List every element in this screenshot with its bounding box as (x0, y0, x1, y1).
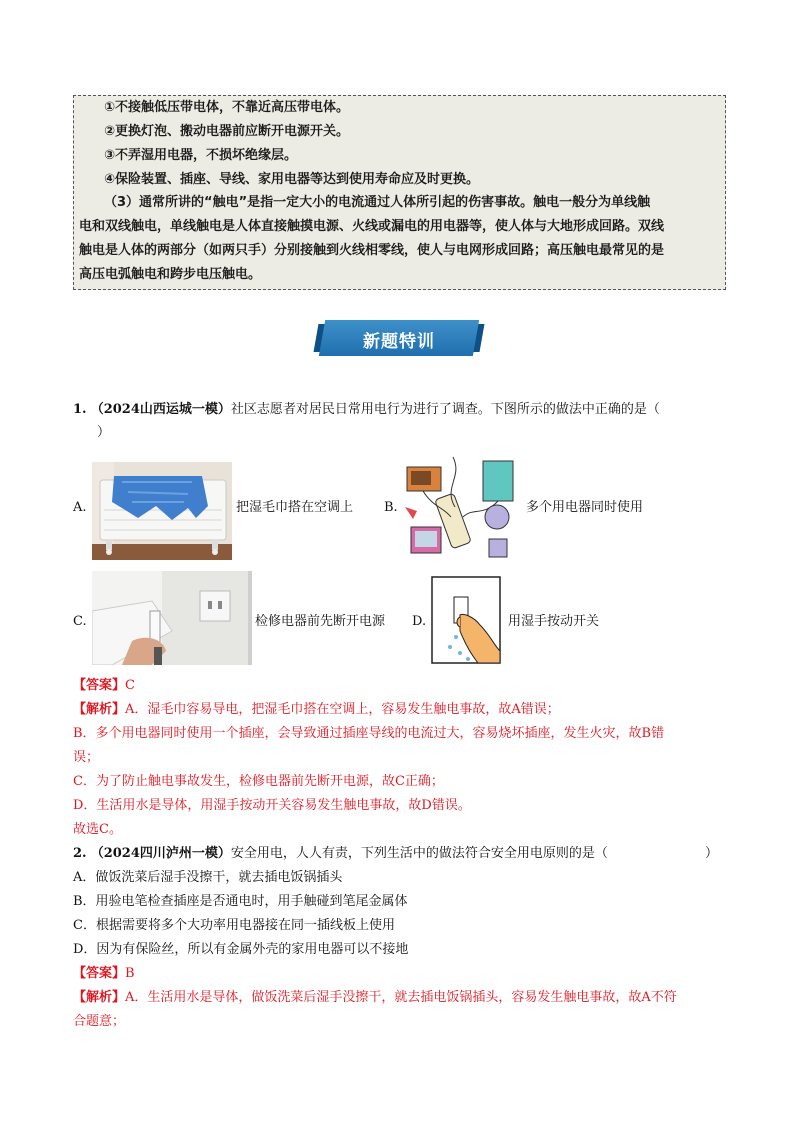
q2-number: 2. (73, 846, 87, 861)
q2-analysis-2: 合题意； (73, 1014, 126, 1029)
q1-analysis-4: C．为了防止触电事故发生，检修电器前先断开电源，故C正确； (73, 774, 444, 789)
note-line-2: ②更换灯泡、搬动电器前应断开电源开关。 (104, 124, 350, 139)
note-line-8: 高压电弧触电和跨步电压触电。 (79, 267, 262, 282)
q2-analysis-line-1 (73, 989, 677, 1007)
q1-option-d-letter: D. (412, 614, 427, 629)
q1-number: 1. (73, 402, 87, 417)
q1-option-c-letter: C. (73, 614, 87, 629)
unplug-power-image (92, 571, 252, 665)
overloaded-socket-image (403, 447, 521, 561)
q2-answer: B (125, 966, 135, 981)
q2-source: （2024四川泸州一模） (90, 846, 231, 861)
q1-analysis-5: D．生活用水是导体，用湿手按动开关容易发生触电事故，故D错误。 (73, 798, 471, 813)
q2-answer-tag: 【答案】 (73, 966, 126, 981)
q1-conclusion: 故选C。 (73, 822, 122, 837)
q1-stem-line (73, 401, 660, 419)
wet-hand-switch-image (430, 575, 502, 665)
note-line-7: 触电是人体的两部分（如两只手）分别接触到火线相零线，使人与电网形成回路；高压触电最常见的是 (79, 243, 665, 258)
q1-stem-end: ） (97, 425, 111, 440)
q2-answer-line (73, 965, 135, 983)
note-line-3: ③不弄湿用电器，不损坏绝缘层。 (104, 148, 298, 163)
q1-answer: C (125, 678, 135, 693)
q1-analysis-2: B．多个用电器同时使用一个插座，会导致通过插座导线的电流过大，容易烧坏插座，发生火灾，故B错 (73, 726, 665, 741)
q1-stem: 社区志愿者对居民日常用电行为进行了调查。下图所示的做法中正确的是（ (230, 402, 660, 417)
q2-option-b: B．用验电笔检查插座是否通电时，用手触碰到笔尾金属体 (73, 894, 408, 909)
q1-answer-tag: 【答案】 (73, 678, 126, 693)
q1-analysis-3: 误； (73, 750, 100, 765)
knowledge-note-box (73, 95, 726, 290)
q1-option-d-text: 用湿手按动开关 (508, 614, 600, 629)
q2-option-c: C．根据需要将多个大功率用电器接在同一插线板上使用 (73, 918, 395, 933)
q1-option-c-text: 检修电器前先断开电源 (255, 614, 386, 629)
note-line-1: ①不接触低压带电体，不靠近高压带电体。 (104, 100, 350, 115)
q1-option-a-text: 把湿毛巾搭在空调上 (236, 500, 354, 515)
q1-option-a-letter: A. (73, 500, 87, 515)
q1-option-b-letter: B. (384, 500, 398, 515)
q2-stem-line (73, 845, 608, 863)
q2-option-d: D．因为有保险丝，所以有金属外壳的家用电器可以不接地 (73, 942, 409, 957)
q1-analysis-1: A．湿毛巾容易导电，把湿毛巾搭在空调上，容易发生触电事故，故A错误； (125, 702, 560, 717)
q2-option-a: A．做饭洗菜后湿手没擦干，就去插电饭锅插头 (73, 870, 343, 885)
q2-analysis-1: A．生活用水是导体，做饭洗菜后湿手没擦干，就去插电饭锅插头，容易发生触电事故，故A不符 (125, 990, 677, 1005)
q1-analysis-line-1 (73, 701, 560, 719)
q1-option-b-text: 多个用电器同时使用 (526, 500, 644, 515)
note-line-6: 电和双线触电，单线触电是人体直接触摸电源、火线或漏电的用电器等，使人体与大地形成回路。双线 (79, 219, 665, 234)
section-banner-title: 新题特训 (363, 332, 435, 352)
q2-analysis-tag: 【解析】 (73, 990, 126, 1005)
q2-stem: 安全用电，人人有责，下列生活中的做法符合安全用电原则的是（ (230, 846, 608, 861)
section-banner (322, 318, 476, 358)
q1-answer-line (73, 677, 135, 695)
q1-analysis-tag: 【解析】 (73, 702, 126, 717)
q2-stem-end: ） (705, 846, 719, 861)
note-line-4: ④保险装置、插座、导线、家用电器等达到使用寿命应及时更换。 (104, 172, 480, 187)
note-line-5: （3）通常所讲的“触电”是指一定大小的电流通过人体所引起的伤害事故。触电一般分为单线触 (104, 195, 651, 210)
q1-source: （2024山西运城一模） (90, 402, 231, 417)
radiator-towel-image (92, 462, 232, 560)
